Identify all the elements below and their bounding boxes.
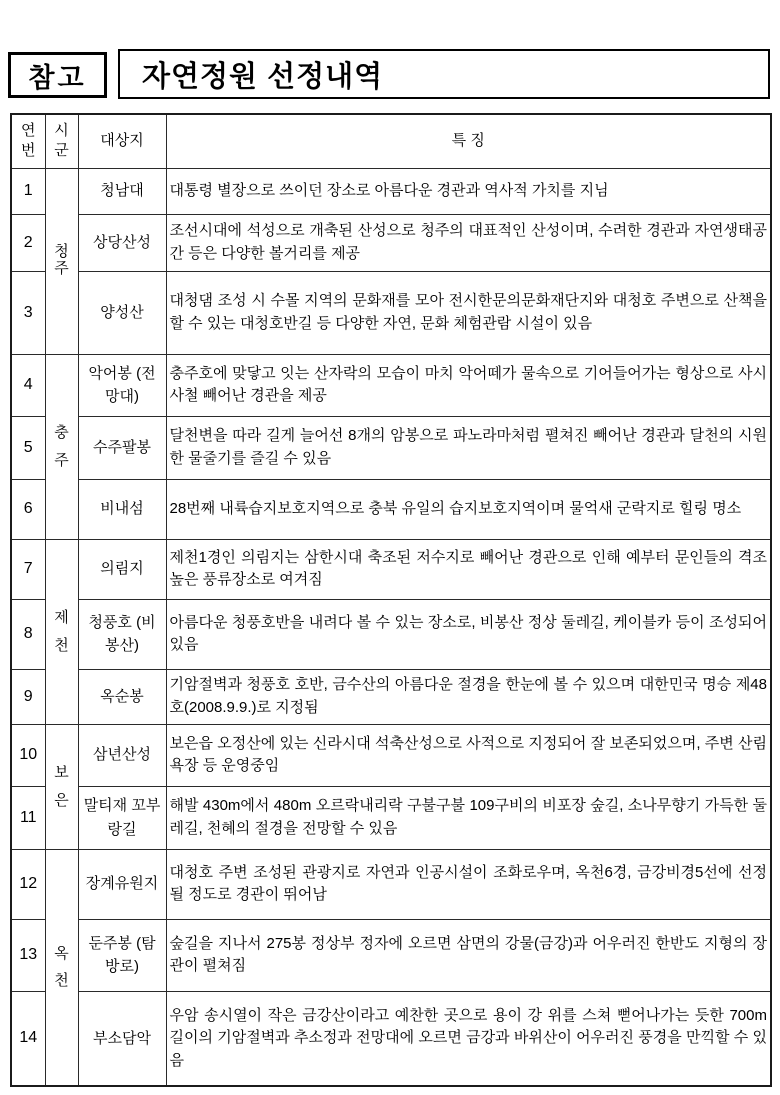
col-header-site: 대상지 <box>78 114 166 168</box>
feature-cell: 기암절벽과 청풍호 호반, 금수산의 아름다운 절경을 한눈에 볼 수 있으며 대한민국 명승 제48호(2008.9.9.)로 지정됨 <box>166 669 771 724</box>
site-cell: 둔주봉 (탐방로) <box>78 919 166 991</box>
feature-cell: 해발 430m에서 480m 오르락내리락 구불구불 109구비의 비포장 숲길, 소나무향기 가득한 둘레길, 천혜의 절경을 전망할 수 있음 <box>166 786 771 849</box>
site-cell: 부소담악 <box>78 991 166 1086</box>
feature-cell: 대통령 별장으로 쓰이던 장소로 아름다운 경관과 역사적 가치를 지님 <box>166 168 771 214</box>
table-row <box>11 599 771 669</box>
feature-cell: 아름다운 청풍호반을 내려다 볼 수 있는 장소로, 비봉산 정상 둘레길, 케이블카 등이 조성되어 있음 <box>166 599 771 669</box>
sigun-cell-boeun: 보은 <box>45 724 78 849</box>
row-number: 14 <box>11 991 45 1086</box>
site-cell: 양성산 <box>78 271 166 354</box>
site-cell: 삼년산성 <box>78 724 166 786</box>
feature-cell: 보은읍 오정산에 있는 신라시대 석축산성으로 사적으로 지정되어 잘 보존되었으며, 주변 산림욕장 등 운영중임 <box>166 724 771 786</box>
col-header-sigun: 시군 <box>45 114 78 168</box>
table-row <box>11 849 771 919</box>
site-cell: 악어봉 (전망대) <box>78 354 166 416</box>
feature-cell: 제천1경인 의림지는 삼한시대 축조된 저수지로 빼어난 경관으로 인해 예부터 문인들의 격조 높은 풍류장소로 여겨짐 <box>166 539 771 599</box>
col-header-no: 연번 <box>11 114 45 168</box>
row-number: 7 <box>11 539 45 599</box>
site-cell: 말티재 꼬부랑길 <box>78 786 166 849</box>
table-header-row <box>11 114 771 168</box>
table-row <box>11 919 771 991</box>
row-number: 10 <box>11 724 45 786</box>
table-row <box>11 214 771 271</box>
table-row <box>11 669 771 724</box>
site-cell: 수주팔봉 <box>78 416 166 479</box>
row-number: 4 <box>11 354 45 416</box>
table-row <box>11 991 771 1086</box>
row-number: 8 <box>11 599 45 669</box>
site-cell: 청남대 <box>78 168 166 214</box>
row-number: 12 <box>11 849 45 919</box>
page-title-box <box>118 49 770 99</box>
feature-cell: 조선시대에 석성으로 개축된 산성으로 청주의 대표적인 산성이며, 수려한 경관과 자연생태공간 등은 다양한 볼거리를 제공 <box>166 214 771 271</box>
feature-cell: 대청호 주변 조성된 관광지로 자연과 인공시설이 조화로우며, 옥천6경, 금강비경5선에 선정될 정도로 경관이 뛰어남 <box>166 849 771 919</box>
row-number: 3 <box>11 271 45 354</box>
feature-cell: 대청댐 조성 시 수몰 지역의 문화재를 모아 전시한문의문화재단지와 대청호 주변으로 산책을 할 수 있는 대청호반길 등 다양한 자연, 문화 체험관람 시설이 있음 <box>166 271 771 354</box>
row-number: 6 <box>11 479 45 539</box>
site-cell: 장계유원지 <box>78 849 166 919</box>
feature-cell: 우암 송시열이 작은 금강산이라고 예찬한 곳으로 용이 강 위를 스쳐 뻗어나가는 듯한 700m 길이의 기암절벽과 추소정과 전망대에 오르면 금강과 바위산이 어우러진 풍경을 만끽할 수 있음 <box>166 991 771 1086</box>
table-row <box>11 479 771 539</box>
table-row <box>11 539 771 599</box>
row-number: 9 <box>11 669 45 724</box>
row-number: 2 <box>11 214 45 271</box>
row-number: 13 <box>11 919 45 991</box>
site-cell: 청풍호 (비봉산) <box>78 599 166 669</box>
sigun-cell-cheongju: 청주 <box>45 168 78 354</box>
sigun-cell-chungju: 충주 <box>45 354 78 539</box>
reference-badge <box>8 52 107 98</box>
site-cell: 상당산성 <box>78 214 166 271</box>
row-number: 1 <box>11 168 45 214</box>
site-cell: 비내섬 <box>78 479 166 539</box>
feature-cell: 숲길을 지나서 275봉 정상부 정자에 오르면 삼면의 강물(금강)과 어우러진 한반도 지형의 장관이 펼쳐짐 <box>166 919 771 991</box>
feature-cell: 28번째 내륙습지보호지역으로 충북 유일의 습지보호지역이며 물억새 군락지로 힐링 명소 <box>166 479 771 539</box>
col-header-feature: 특 징 <box>166 114 771 168</box>
row-number: 11 <box>11 786 45 849</box>
sigun-cell-okcheon: 옥천 <box>45 849 78 1086</box>
table-row <box>11 416 771 479</box>
table-row <box>11 271 771 354</box>
feature-cell: 충주호에 맞닿고 잇는 산자락의 모습이 마치 악어떼가 물속으로 기어들어가는 형상으로 사시사철 빼어난 경관을 제공 <box>166 354 771 416</box>
natural-garden-selection-table <box>10 113 772 1087</box>
site-cell: 옥순봉 <box>78 669 166 724</box>
page-title: 자연정원 선정내역 <box>142 60 384 93</box>
table-row <box>11 786 771 849</box>
reference-badge-label: 참고 <box>28 62 87 93</box>
table-row <box>11 354 771 416</box>
feature-cell: 달천변을 따라 길게 늘어선 8개의 암봉으로 파노라마처럼 펼쳐진 빼어난 경관과 달천의 시원한 물줄기를 즐길 수 있음 <box>166 416 771 479</box>
sigun-cell-jecheon: 제천 <box>45 539 78 724</box>
table-row <box>11 168 771 214</box>
table-row <box>11 724 771 786</box>
row-number: 5 <box>11 416 45 479</box>
site-cell: 의림지 <box>78 539 166 599</box>
